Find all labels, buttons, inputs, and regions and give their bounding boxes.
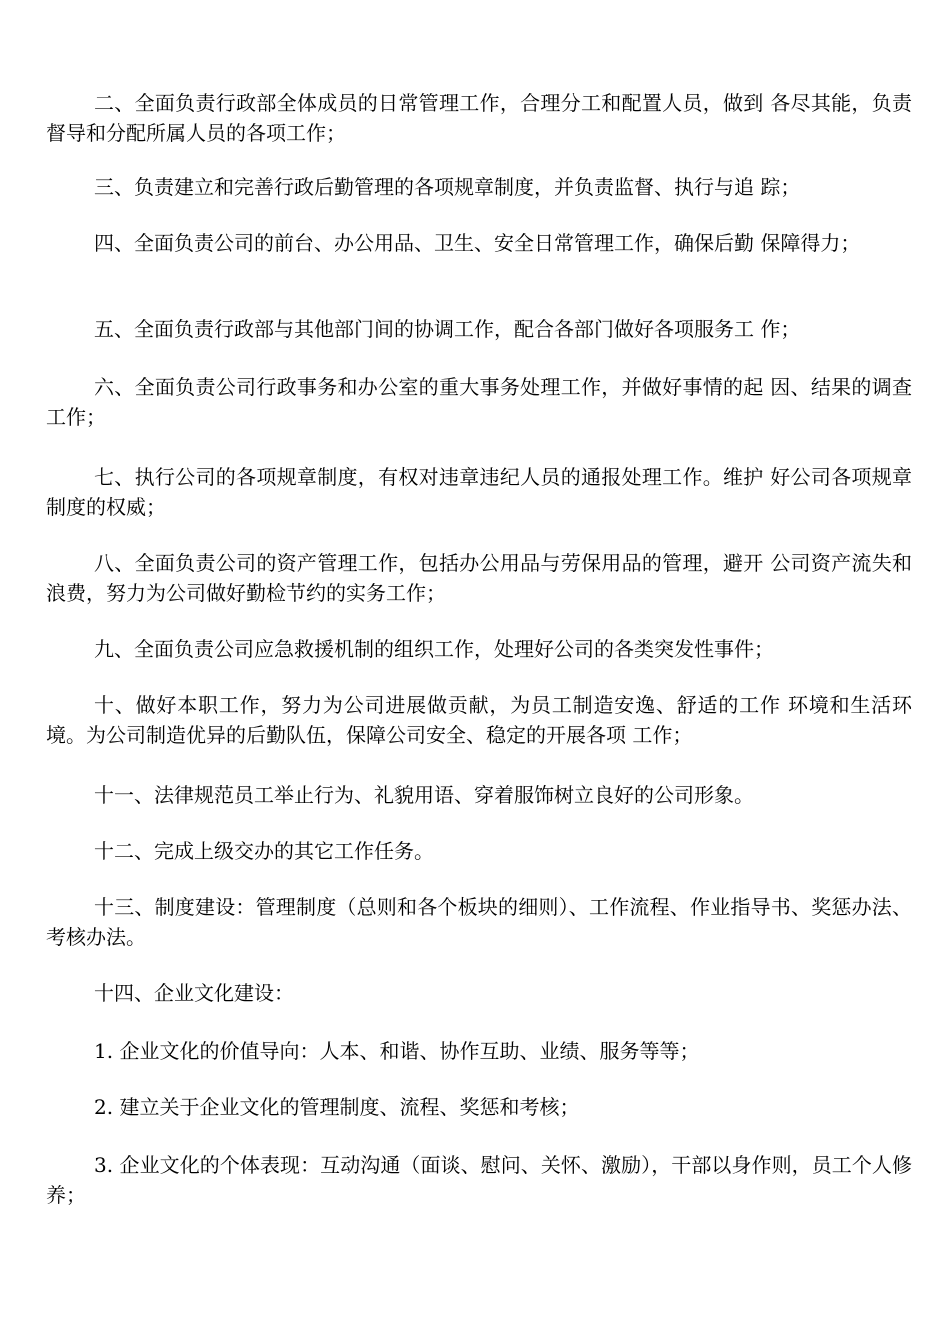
paragraph-5: 五、全面负责行政部与其他部门间的协调工作，配合各部门做好各项服务工 作； <box>94 317 801 341</box>
paragraph-8: 八、全面负责公司的资产管理工作，包括办公用品与劳保用品的管理，避开 公司资产流失和浪费，努力为公司做好勤检节约的实务工作； <box>46 551 912 605</box>
paragraph-11: 十一、法律规范员工举止行为、礼貌用语、穿着服饰树立良好的公司形象。 <box>94 783 754 807</box>
paragraph-14: 十四、企业文化建设： <box>94 981 294 1005</box>
paragraph-7: 七、执行公司的各项规章制度，有权对违章违纪人员的通报处理工作。维护 好公司各项规章制度的权威； <box>46 465 912 519</box>
paragraph-9: 九、全面负责公司应急救援机制的组织工作，处理好公司的各类突发性事件； <box>94 637 774 661</box>
paragraph-2: 二、全面负责行政部全体成员的日常管理工作，合理分工和配置人员，做到 各尽其能，负责督导和分配所属人员的各项工作； <box>46 91 912 145</box>
paragraph-12: 十二、完成上级交办的其它工作任务。 <box>94 839 434 863</box>
paragraph-13: 十三、制度建设：管理制度（总则和各个板块的细则）、工作流程、作业指导书、奖惩办法、考核办法。 <box>46 895 912 949</box>
paragraph-10: 十、做好本职工作，努力为公司进展做贡献，为员工制造安逸、舒适的工作 环境和生活环境。为公司制造优异的后勤队伍，保障公司安全、稳定的开展各项 工作； <box>46 693 912 747</box>
list-item-2: 2. 建立关于企业文化的管理制度、流程、奖惩和考核； <box>94 1095 580 1119</box>
paragraph-6: 六、全面负责公司行政事务和办公室的重大事务处理工作，并做好事情的起 因、结果的调查工作； <box>46 375 912 429</box>
paragraph-3: 三、负责建立和完善行政后勤管理的各项规章制度，并负责监督、执行与追 踪； <box>94 175 801 199</box>
paragraph-4: 四、全面负责公司的前台、办公用品、卫生、安全日常管理工作，确保后勤 保障得力； <box>94 231 861 255</box>
list-item-1: 1. 企业文化的价值导向：人本、和谐、协作互助、业绩、服务等等； <box>94 1039 700 1063</box>
list-item-3: 3. 企业文化的个体表现：互动沟通（面谈、慰问、关怀、激励），干部以身作则，员工个人修养； <box>46 1153 912 1207</box>
